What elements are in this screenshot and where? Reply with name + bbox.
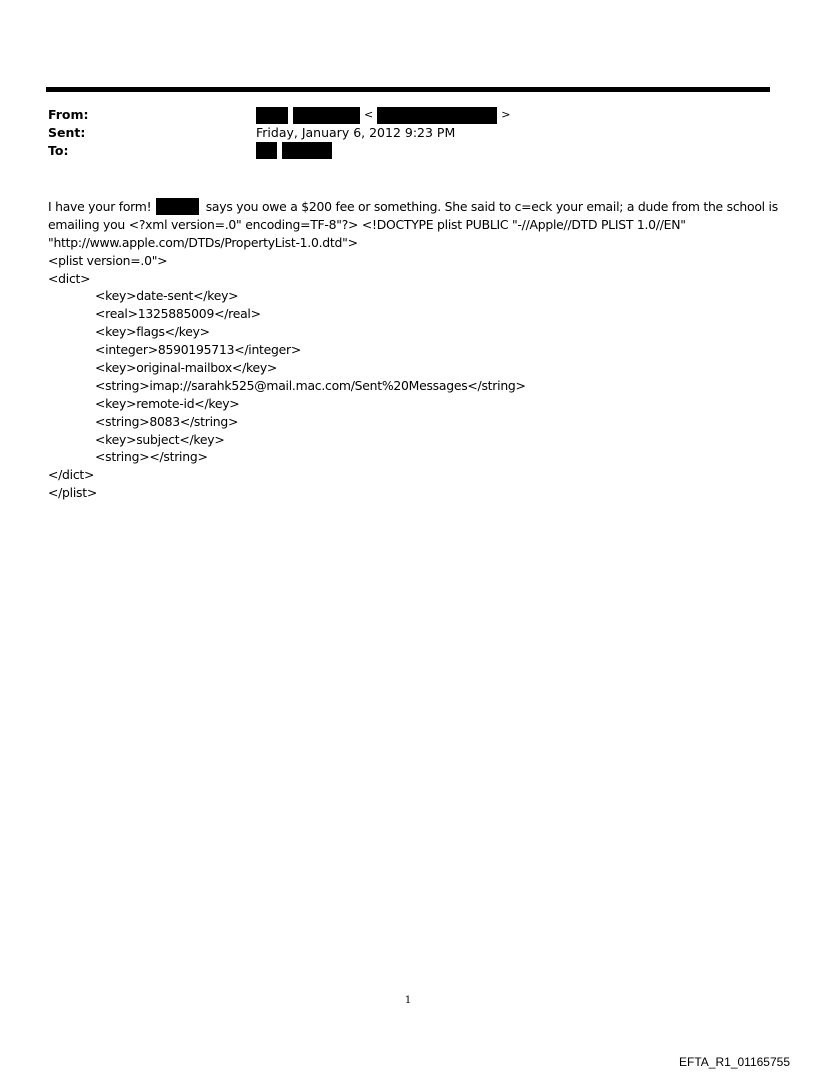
body-intro: I have your form! [48, 199, 156, 214]
message-body [48, 198, 778, 502]
to-label: To: [48, 143, 69, 158]
redaction-block [293, 107, 360, 124]
body-line: "http://www.apple.com/DTDs/PropertyList-1.0.dtd"> [48, 234, 358, 250]
plist-line: <string>imap://sarahk525@mail.mac.com/Sent%20Messages</string> [95, 377, 526, 393]
redaction-block [377, 107, 497, 124]
plist-line: <key>flags</key> [95, 324, 210, 340]
header-rule [46, 87, 770, 92]
redaction-block [282, 142, 332, 159]
to-value [256, 142, 332, 159]
sent-value: Friday, January 6, 2012 9:23 PM [256, 125, 456, 140]
email-close-bracket: > [501, 108, 511, 121]
body-line: </dict> [48, 467, 95, 483]
plist-line: <string></string> [95, 449, 208, 465]
redaction-block [256, 142, 277, 159]
document-id: EFTA_R1_01165755 [679, 1055, 790, 1069]
redaction-block [256, 107, 288, 124]
plist-line: <integer>8590195713</integer> [95, 342, 302, 358]
plist-line: <key>subject</key> [95, 431, 225, 447]
from-value [256, 106, 514, 124]
body-intro-continued: says you owe a $200 fee or something. She said to c=eck your email; a dude from the school is [202, 199, 778, 214]
body-line: <dict> [48, 270, 91, 286]
page-number: 1 [404, 995, 412, 1006]
email-open-bracket: < [364, 108, 374, 121]
body-line [48, 198, 778, 216]
sent-label: Sent: [48, 125, 86, 140]
plist-line: <string>8083</string> [95, 413, 239, 429]
plist-line: <key>remote-id</key> [95, 395, 240, 411]
plist-line: <key>date-sent</key> [95, 288, 239, 304]
body-line: <plist version=.0"> [48, 252, 168, 268]
body-line: emailing you <?xml version=.0" encoding=TF-8"?> <!DOCTYPE plist PUBLIC "-//Apple//DTD PLIST 1.0//EN" [48, 216, 686, 232]
plist-line: <real>1325885009</real> [95, 306, 261, 322]
plist-line: <key>original-mailbox</key> [95, 360, 278, 376]
redaction-block [156, 198, 199, 215]
body-line: </plist> [48, 485, 98, 501]
from-label: From: [48, 107, 89, 122]
